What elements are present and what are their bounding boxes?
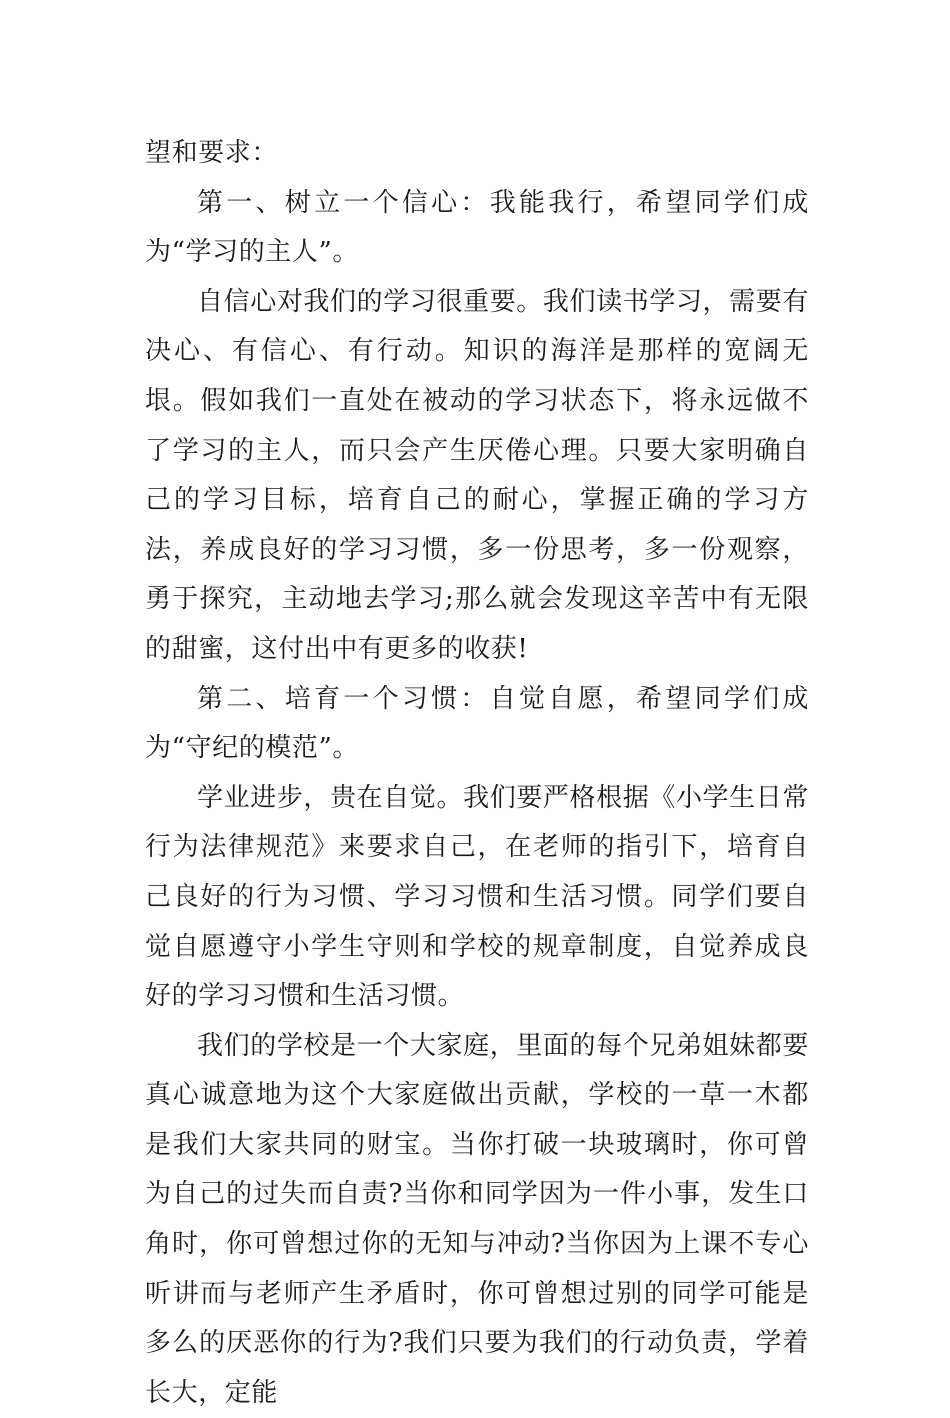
paragraph-point-one-heading: 第一、树立一个信心：我能我行，希望同学们成为“学习的主人”。 <box>145 187 809 268</box>
paragraph-point-two-heading: 第二、培育一个习惯：自觉自愿，希望同学们成为“守纪的模范”。 <box>145 683 809 764</box>
paragraph-intro-continuation: 望和要求： <box>145 138 279 168</box>
paragraph-self-discipline: 学业进步，贵在自觉。我们要严格根据《小学生日常行为法律规范》来要求自己，在老师的指引下，培育自己良好的行为习惯、学习习惯和生活习惯。同学们要自觉自愿遵守小学生守则和学校的规章制度，自觉养成良好的学习习惯和生活习惯。 <box>145 782 809 1012</box>
document-body <box>145 129 809 1418</box>
paragraph-school-family: 我们的学校是一个大家庭，里面的每个兄弟姐妹都要真心诚意地为这个大家庭做出贡献，学校的一草一木都是我们大家共同的财宝。当你打破一块玻璃时，你可曾为自己的过失而自责?当你和同学因为一件小事，发生口角时，你可曾想过你的无知与冲动?当你因为上课不专心听讲而与老师产生矛盾时，你可曾想过别的同学可能是多么的厌恶你的行为?我们只要为我们的行动负责，学着长大，定能 <box>145 1030 809 1408</box>
paragraph-confidence: 自信心对我们的学习很重要。我们读书学习，需要有决心、有信心、有行动。知识的海洋是那样的宽阔无垠。假如我们一直处在被动的学习状态下，将永远做不了学习的主人，而只会产生厌倦心理。只要大家明确自己的学习目标，培育自己的耐心，掌握正确的学习方法，养成良好的学习习惯，多一份思考，多一份观察，勇于探究，主动地去学习;那么就会发现这辛苦中有无限的甜蜜，这付出中有更多的收获! <box>145 286 809 664</box>
